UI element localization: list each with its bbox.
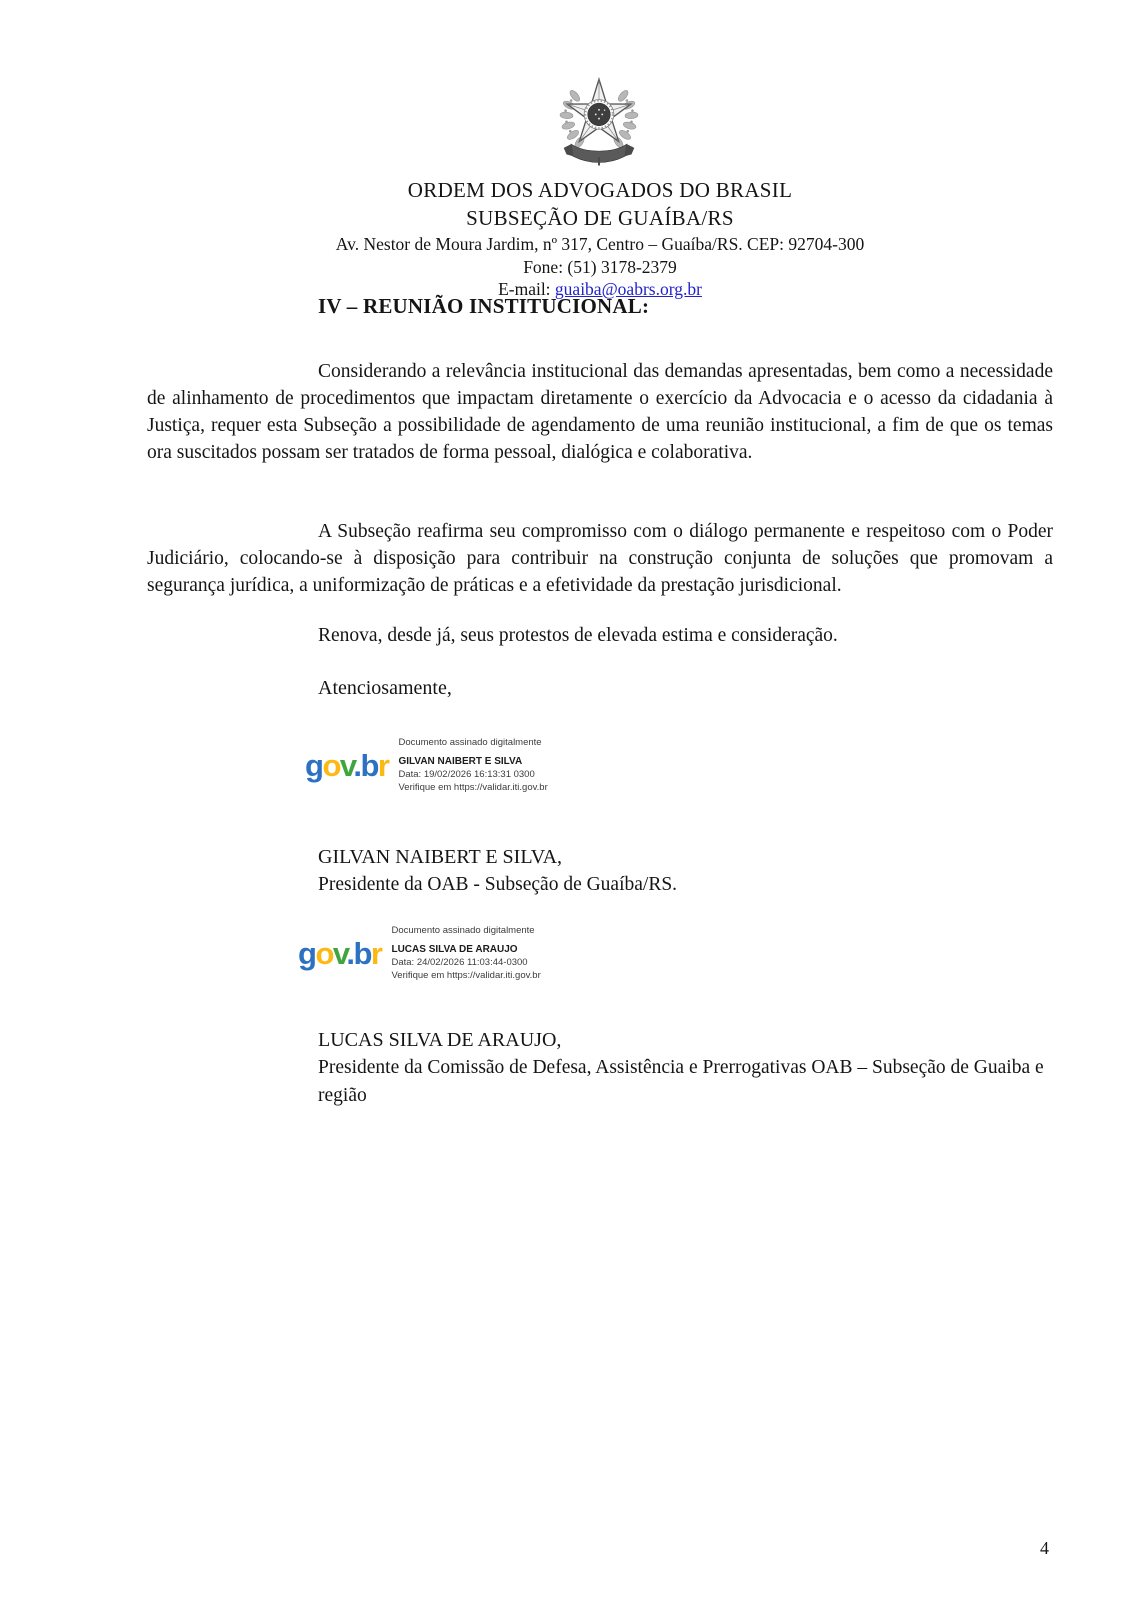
body-paragraph: Renova, desde já, seus protestos de elevada estima e consideração. <box>318 624 838 646</box>
signature-verify-url: Verifique em https://validar.iti.gov.br <box>391 970 541 981</box>
signatory-block <box>318 1026 1058 1110</box>
govbr-logo-icon: gov.br <box>305 748 389 783</box>
address-line: Av. Nestor de Moura Jardim, nº 317, Centro – Guaíba/RS. CEP: 92704-300 <box>335 234 865 254</box>
organization-name: ORDEM DOS ADVOGADOS DO BRASIL <box>407 178 793 202</box>
digital-signature-stamp <box>298 924 541 982</box>
signature-verify-url: Verifique em https://validar.iti.gov.br <box>398 782 548 793</box>
email-link[interactable]: guaiba@oabrs.org.br <box>554 279 702 299</box>
signatory-role: Presidente da Comissão de Defesa, Assistência e Prerrogativas OAB – Subseção de Guaiba e região <box>318 1057 1044 1106</box>
signer-name: GILVAN NAIBERT E SILVA <box>398 756 523 767</box>
signatory-role: Presidente da OAB - Subseção de Guaíba/RS. <box>318 874 678 895</box>
phone-line: Fone: (51) 3178-2379 <box>523 257 677 277</box>
signatory-name: GILVAN NAIBERT E SILVA, <box>318 846 563 868</box>
letterhead <box>147 176 1053 300</box>
email-label: E-mail: <box>498 279 551 299</box>
signature-date: Data: 19/02/2026 16:13:31 0300 <box>398 769 535 780</box>
digital-signature-stamp <box>305 736 548 794</box>
stamp-note: Documento assinado digitalmente <box>398 737 542 748</box>
page-number: 4 <box>1040 1538 1049 1558</box>
signature-date: Data: 24/02/2026 11:03:44-0300 <box>391 957 528 968</box>
closing-salutation: Atenciosamente, <box>318 677 452 699</box>
brazil-coat-of-arms-icon <box>543 68 655 172</box>
body-paragraph: Considerando a relevância institucional das demandas apresentadas, bem como a necessidade de alinhamento de procedimentos que impactam diretamente o exercício da Advocacia e o acesso da cidadania à Justiça, requer esta Subseção a possibilidade de agendamento de uma reunião institucional, a fim de que os temas ora suscitados possam ser tratados de forma pessoal, dialógica e colaborativa. <box>147 360 1053 463</box>
signatory-name: LUCAS SILVA DE ARAUJO, <box>318 1029 562 1051</box>
signatory-block <box>318 843 677 899</box>
stamp-note: Documento assinado digitalmente <box>391 925 535 936</box>
signer-name: LUCAS SILVA DE ARAUJO <box>391 944 518 955</box>
subsection-name: SUBSEÇÃO DE GUAÍBA/RS <box>466 206 734 230</box>
body-paragraph: A Subseção reafirma seu compromisso com o diálogo permanente e respeitoso com o Poder Judiciário, colocando-se à disposição para contribuir na construção conjunta de soluções que promovam a segurança jurídica, a uniformização de práticas e a efetividade da prestação jurisdicional. <box>147 520 1053 596</box>
section-heading: IV – REUNIÃO INSTITUCIONAL: <box>318 294 650 318</box>
govbr-logo-icon: gov.br <box>298 936 382 971</box>
